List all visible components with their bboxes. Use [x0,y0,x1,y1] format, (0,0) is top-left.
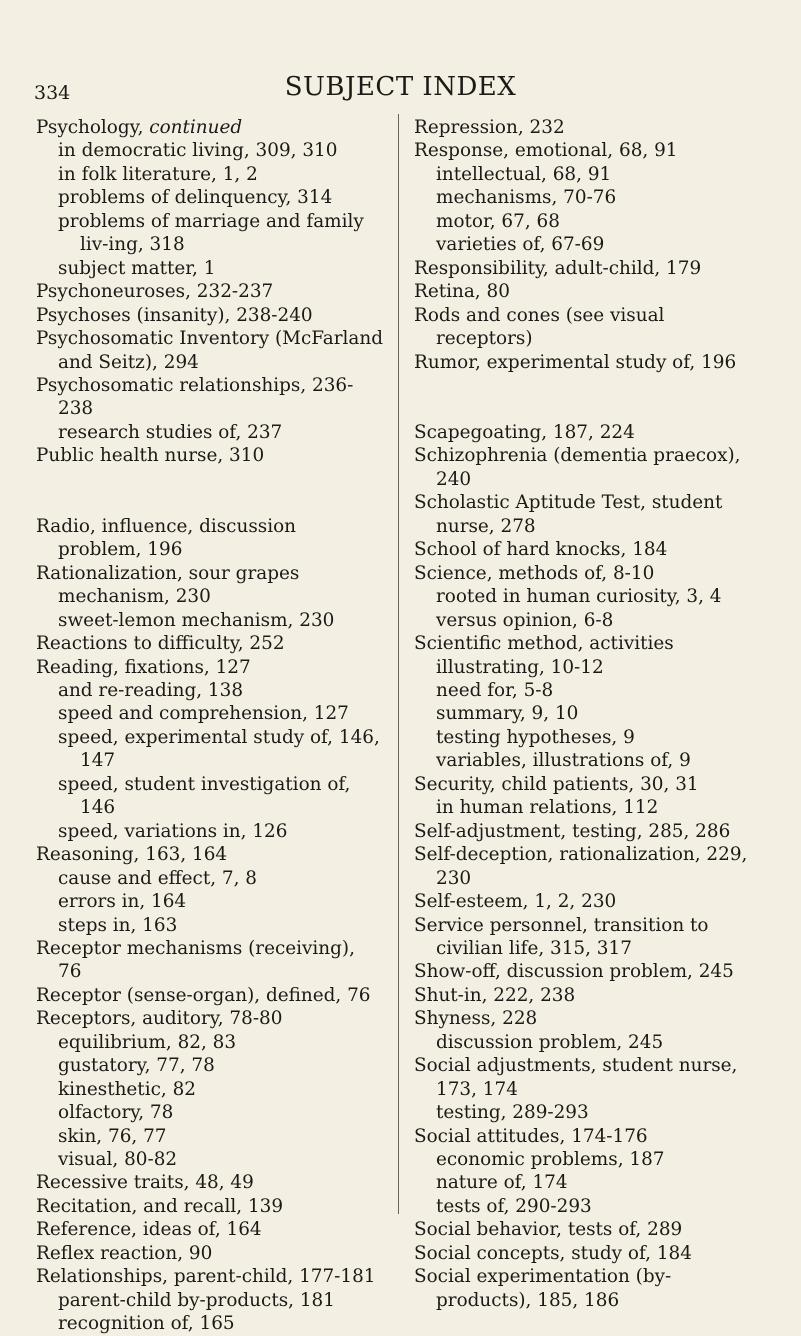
index-subentry: parent-child by-products, 181 [58,1289,335,1311]
index-subentry: kinesthetic, 82 [58,1078,196,1100]
index-subentry: speed and comprehension, 127 [58,703,349,725]
index-entry: Social attitudes, 174-176 [414,1125,648,1147]
index-entry: Science, methods of, 8-10 [414,562,655,584]
index-entry: Self-esteem, 1, 2, 230 [414,891,617,913]
index-entry: Rumor, experimental study of, 196 [414,351,737,373]
index-entry: Self-deception, rationalization, 229, 230 [414,844,748,889]
index-subentry: equilibrium, 82, 83 [58,1031,237,1053]
left-column [36,116,384,1336]
index-subentry: mechanisms, 70-76 [436,187,617,209]
index-entry: Responsibility, adult-child, 179 [414,257,702,279]
index-subentry: nature of, 174 [436,1172,568,1194]
index-entry: Reasoning, 163, 164 [36,844,228,866]
index-entry: Psychosomatic relationships, 236-238 [36,374,354,420]
index-entry: Show-off, discussion problem, 245 [414,961,734,983]
index-entry: Radio, influence, discussion problem, 196 [36,515,297,561]
letter-gap [414,374,766,421]
index-subentry: sweet-lemon mechanism, 230 [58,609,335,631]
index-subentry: variables, illustrations of, 9 [436,750,691,772]
index-entry: Psychosomatic Inventory (McFarland and Seitz), 294 [36,328,384,373]
index-subentry: testing hypotheses, 9 [436,726,635,748]
index-subentry: tests of, 290-293 [436,1195,592,1217]
index-entry: Social experimentation (by-products), 185, 186 [414,1266,672,1311]
index-entry: Reactions to difficulty, 252 [36,633,285,655]
index-subentry: discussion problem, 245 [436,1031,664,1053]
index-subentry: in human relations, 112 [436,797,659,819]
index-subentry: need for, 5-8 [436,679,554,701]
index-entry: Psychoneuroses, 232-237 [36,281,274,303]
index-subentry: and re-reading, 138 [58,679,244,701]
index-subentry: cause and effect, 7, 8 [58,867,258,889]
index-subentry: versus opinion, 6-8 [436,609,614,631]
index-subentry: in democratic living, 309, 310 [58,140,338,162]
right-column [414,116,766,1312]
index-subentry: problems of delinquency, 314 [58,187,333,209]
page-number: 334 [34,82,71,104]
index-entry: Response, emotional, 68, 91 [414,140,678,162]
index-entry: Receptor mechanisms (receiving), 76 [36,937,355,983]
index-entry: Relationships, parent-child, 177-181 [36,1266,376,1288]
index-subentry: summary, 9, 10 [436,703,579,725]
index-entry: Self-adjustment, testing, 285, 286 [414,820,731,842]
index-subentry: intellectual, 68, 91 [436,163,612,185]
index-subentry: speed, student investigation of, 146 [58,773,351,819]
index-entry: Social adjustments, student nurse, 173, 174 [414,1055,738,1100]
index-entry: Psychology, continued [36,117,243,138]
index-entry: Recessive traits, 48, 49 [36,1172,254,1194]
index-entry: Service personnel, transition to civilian life, 315, 317 [414,914,709,959]
index-entry: Receptors, auditory, 78-80 [36,1008,283,1030]
running-head: SUBJECT INDEX [284,72,517,102]
index-entry: Rationalization, sour grapes mechanism, 230 [36,562,300,608]
index-entry: Reflex reaction, 90 [36,1242,213,1264]
index-subentry: skin, 76, 77 [58,1125,167,1147]
index-entry: School of hard knocks, 184 [414,539,668,561]
index-subentry: subject matter, 1 [58,257,216,279]
index-entry: Reference, ideas of, 164 [36,1219,262,1241]
index-subentry: motor, 67, 68 [436,210,560,232]
index-entry: Recitation, and recall, 139 [36,1195,284,1217]
index-subentry: olfactory, 78 [58,1102,174,1124]
index-subentry: speed, variations in, 126 [58,820,288,842]
index-subentry: problems of marriage and family liv-ing, 318 [58,210,364,256]
index-subentry: speed, experimental study of, 146, 147 [58,726,380,772]
index-subentry: errors in, 164 [58,891,187,913]
index-entry: Scientific method, activities illustrating, 10-12 [414,633,674,678]
index-subentry: in folk literature, 1, 2 [58,163,258,185]
index-entry: Psychoses (insanity), 238-240 [36,304,313,326]
index-entry: Scholastic Aptitude Test, student nurse, 278 [414,492,723,537]
index-entry: Scapegoating, 187, 224 [414,421,635,443]
index-subentry: research studies of, 237 [58,421,283,443]
index-subentry: steps in, 163 [58,914,178,936]
index-subentry: recognition of, 165 [58,1313,235,1335]
index-entry: Schizophrenia (dementia praecox), 240 [414,445,741,490]
index-entry: Social behavior, tests of, 289 [414,1219,683,1241]
index-entry: Social concepts, study of, 184 [414,1242,692,1264]
index-subentry: rooted in human curiosity, 3, 4 [436,586,722,608]
index-subentry: varieties of, 67-69 [436,234,605,256]
index-subentry: economic problems, 187 [436,1149,665,1171]
column-divider [398,114,399,1214]
index-subentry: testing, 289-293 [436,1102,589,1124]
index-subentry: gustatory, 77, 78 [58,1055,215,1077]
index-entry: Reading, fixations, 127 [36,656,251,678]
index-entry: Security, child patients, 30, 31 [414,773,699,795]
index-entry: Receptor (sense-organ), defined, 76 [36,984,371,1006]
index-entry: Shut-in, 222, 238 [414,984,576,1006]
index-entry: Rods and cones (see visual receptors) [414,304,665,350]
index-entry: Public health nurse, 310 [36,445,265,467]
index-subentry: visual, 80-82 [58,1149,178,1171]
index-entry: Retina, 80 [414,281,510,303]
index-entry: Shyness, 228 [414,1008,538,1030]
index-entry: Repression, 232 [414,117,565,138]
letter-gap [36,468,384,515]
